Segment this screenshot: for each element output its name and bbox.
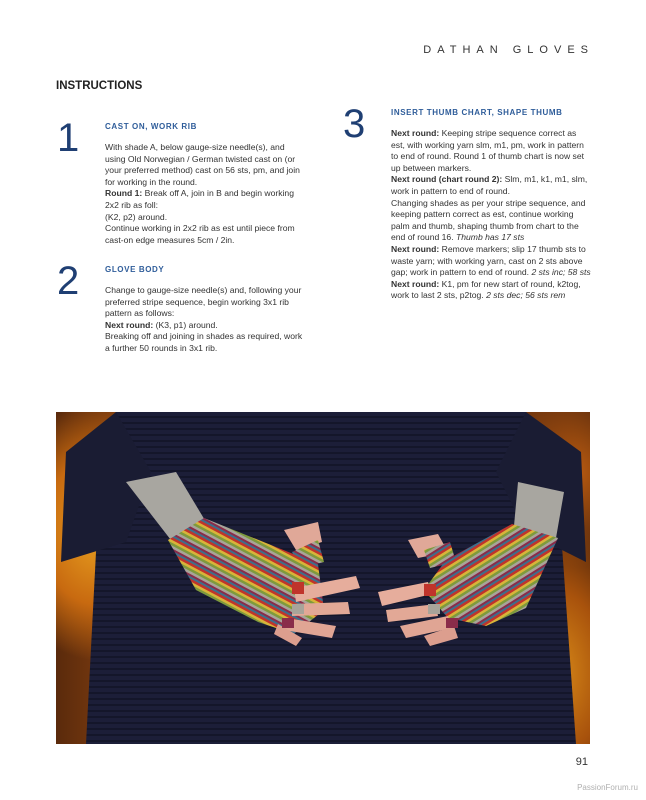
paragraph-lead: Round 1:	[105, 188, 143, 199]
step-heading: GLOVE BODY	[105, 265, 165, 274]
paragraph-text: (K2, p2) around.	[105, 211, 168, 222]
paragraph-text: Changing shades as per your stripe sequence, and keeping pattern correct as est, continue working palm and thumb, shaping thumb from chart to the end of round 16.	[391, 197, 586, 243]
step-paragraph	[391, 128, 591, 174]
step-heading: INSERT THUMB CHART, SHAPE THUMB	[391, 108, 563, 117]
paragraph-lead: Next round:	[391, 128, 440, 138]
page-number: 91	[575, 756, 588, 768]
watermark: PassionForum.ru	[577, 783, 638, 792]
paragraph-text: Break off A, join in B and begin working 2x2 rib as foll:	[105, 188, 294, 210]
step-paragraph	[391, 174, 591, 197]
paragraph-text: Slm, m1, k1, m1, slm, work in pattern to end of round.	[391, 174, 588, 196]
glove-photo	[56, 412, 590, 744]
section-title: INSTRUCTIONS	[56, 80, 143, 92]
photo-hands-wearing-striped-fingerless-gloves	[56, 412, 590, 744]
step-paragraph	[105, 285, 305, 320]
step-number: 3	[343, 102, 366, 146]
step-paragraph	[391, 244, 591, 279]
paragraph-text: (K3, p1) around.	[153, 319, 218, 330]
step-2	[57, 261, 317, 361]
paragraph-lead: Next round:	[391, 243, 440, 254]
paragraph-text: Breaking off and joining in shades as required, work a further 50 rounds in 3x1 rib.	[105, 331, 303, 353]
step-paragraph	[105, 320, 305, 332]
step-paragraph	[391, 198, 591, 244]
paragraph-text: K1, pm for new start of round, k2tog, work to last 2 sts, p2tog.	[391, 278, 581, 301]
step-paragraph	[105, 142, 305, 188]
step-3	[343, 104, 603, 344]
paragraph-text: Remove markers; slip 17 thumb sts to waste yarn; with working yarn, cast on 2 sts above gap; work in pattern to end of round.	[391, 243, 586, 278]
step-number: 1	[57, 116, 80, 160]
paragraph-text: Continue working in 2x2 rib as est until piece from cast-on edge measures 5cm / 2in.	[105, 223, 295, 245]
paragraph-note: Thumb has 17 sts	[455, 232, 525, 243]
step-paragraph	[105, 188, 305, 211]
running-head: DATHAN GLOVES	[423, 44, 594, 56]
paragraph-text: Keeping stripe sequence correct as est, with working yarn slm, m1, pm, work in pattern to end of round. Round 1 of thumb chart is now set up between markers.	[391, 128, 584, 173]
paragraph-lead: Next round:	[391, 278, 440, 289]
paragraph-lead: Next round (chart round 2):	[391, 174, 503, 185]
step-body	[105, 285, 305, 355]
step-heading: CAST ON, WORK RIB	[105, 122, 197, 131]
step-paragraph	[105, 331, 305, 354]
step-1	[57, 118, 317, 248]
step-paragraph	[391, 279, 591, 302]
paragraph-text: Change to gauge-size needle(s) and, following your preferred stripe sequence, begin working 3x1 rib pattern as follows:	[105, 285, 302, 319]
step-body	[391, 128, 591, 302]
paragraph-note: 2 sts inc; 58 sts	[531, 267, 591, 278]
step-body	[105, 142, 305, 246]
paragraph-lead: Next round:	[105, 319, 154, 330]
paragraph-text: With shade A, below gauge-size needle(s), and using Old Norwegian / German twisted cast on (or your preferred method) cast on 56 sts, pm, and join for working in the round.	[105, 142, 300, 187]
paragraph-note: 2 sts dec; 56 sts rem	[486, 290, 566, 301]
step-paragraph	[105, 223, 305, 246]
step-paragraph	[105, 212, 305, 224]
step-number: 2	[57, 259, 80, 303]
